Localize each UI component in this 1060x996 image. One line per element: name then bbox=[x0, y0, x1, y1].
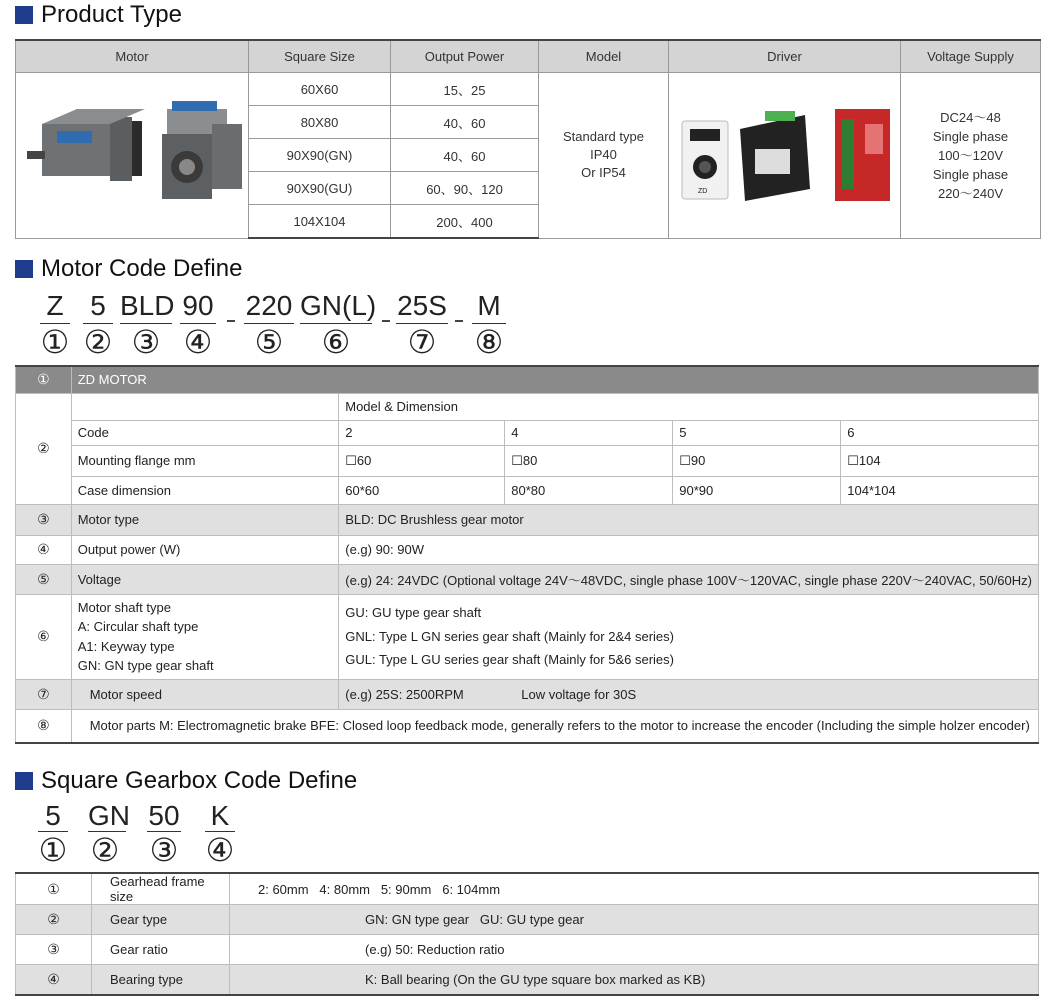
row-value: K: Ball bearing (On the GU type square box marked as KB) bbox=[230, 965, 1039, 996]
case-value: 60*60 bbox=[339, 476, 505, 504]
code-part: M bbox=[477, 290, 501, 321]
driver-image bbox=[670, 79, 899, 229]
product-type-table bbox=[15, 39, 1041, 239]
code-part: 220 bbox=[245, 290, 293, 321]
code-value: 5 bbox=[673, 420, 841, 445]
row-label: Voltage bbox=[71, 564, 339, 594]
col-model: Model bbox=[539, 40, 669, 73]
model-cell: Standard type IP40 Or IP54 bbox=[539, 73, 669, 239]
case-value: 90*90 bbox=[673, 476, 841, 504]
code-value: 6 bbox=[841, 420, 1039, 445]
code-number: ⑦ bbox=[407, 324, 437, 360]
row-value: (e.g) 25S: 2500RPM Low voltage for 30S bbox=[339, 679, 1039, 709]
code-label: Code bbox=[71, 420, 339, 445]
code-value: 4 bbox=[505, 420, 673, 445]
size-cell: 104X104 bbox=[249, 205, 391, 239]
size-cell: 90X90(GN) bbox=[249, 139, 391, 172]
flange-value: ☐90 bbox=[673, 445, 841, 476]
row-num: ⑤ bbox=[16, 564, 72, 594]
row-text: ZD MOTOR bbox=[71, 366, 1038, 393]
code-number: ⑧ bbox=[474, 324, 504, 360]
row-text: Motor parts M: Electromagnetic brake BFE: Closed loop feedback mode, generally refers to the motor to increase the encoder (Including the simple holzer encoder) bbox=[71, 709, 1038, 743]
row-label: Output power (W) bbox=[71, 535, 339, 564]
title-square-icon bbox=[15, 260, 33, 278]
code-number: ② bbox=[83, 324, 113, 360]
gearbox-code-table bbox=[15, 872, 1039, 996]
code-part: BLD bbox=[120, 290, 175, 321]
section-title-gearbox-code: Square Gearbox Code Define bbox=[15, 768, 357, 794]
power-cell: 15、25 bbox=[391, 73, 539, 106]
row-value: (e.g) 50: Reduction ratio bbox=[230, 935, 1039, 965]
row-num: ② bbox=[16, 905, 92, 935]
row-value: (e.g) 90: 90W bbox=[339, 535, 1039, 564]
code-number: ② bbox=[90, 832, 120, 868]
row-num: ② bbox=[16, 393, 72, 504]
row-num: ⑦ bbox=[16, 679, 72, 709]
row-value: 2: 60mm 4: 80mm 5: 90mm 6: 104mm bbox=[230, 873, 1039, 905]
col-motor: Motor bbox=[16, 40, 249, 73]
code-part: 50 bbox=[148, 800, 180, 831]
power-cell: 60、90、120 bbox=[391, 172, 539, 205]
empty-cell bbox=[71, 393, 339, 420]
row-num: ⑧ bbox=[16, 709, 72, 743]
section-title-motor-code: Motor Code Define bbox=[15, 256, 242, 282]
row-label: Gear type bbox=[92, 905, 230, 935]
shaft-labels: Motor shaft type A: Circular shaft type A1: Keyway type GN: GN type gear shaft bbox=[71, 594, 339, 679]
row-num: ③ bbox=[16, 504, 72, 535]
square-icon: ☐ bbox=[511, 452, 523, 468]
code-number: ① bbox=[40, 324, 70, 360]
size-cell: 80X80 bbox=[249, 106, 391, 139]
row-label: Bearing type bbox=[92, 965, 230, 996]
row-value: BLD: DC Brushless gear motor bbox=[339, 504, 1039, 535]
voltage-cell: DC24～48 Single phase 100～120V Single phase 220～240V bbox=[901, 73, 1041, 239]
col-voltage: Voltage Supply bbox=[901, 40, 1041, 73]
case-value: 80*80 bbox=[505, 476, 673, 504]
flange-value: ☐104 bbox=[841, 445, 1039, 476]
code-part: 90 bbox=[182, 290, 214, 321]
row-num: ④ bbox=[16, 535, 72, 564]
col-driver: Driver bbox=[669, 40, 901, 73]
code-number: ⑥ bbox=[321, 324, 351, 360]
col-output-power: Output Power bbox=[391, 40, 539, 73]
row-num: ④ bbox=[16, 965, 92, 996]
code-dash bbox=[227, 320, 235, 322]
row-num: ① bbox=[16, 873, 92, 905]
square-icon: ☐ bbox=[345, 452, 357, 468]
row-label: Gearhead frame size bbox=[92, 873, 230, 905]
code-number: ④ bbox=[205, 832, 235, 868]
square-icon: ☐ bbox=[679, 452, 691, 468]
size-cell: 60X60 bbox=[249, 73, 391, 106]
code-number: ③ bbox=[149, 832, 179, 868]
motor-code-table bbox=[15, 365, 1039, 744]
code-number: ① bbox=[38, 832, 68, 868]
code-part: GN bbox=[88, 800, 130, 831]
row-label: Gear ratio bbox=[92, 935, 230, 965]
flange-value: ☐60 bbox=[339, 445, 505, 476]
motor-image-cell bbox=[16, 73, 249, 239]
case-label: Case dimension bbox=[71, 476, 339, 504]
power-cell: 40、60 bbox=[391, 106, 539, 139]
shaft-values: GU: GU type gear shaft GNL: Type L GN series gear shaft (Mainly for 2&4 series) GUL: Type L GU series gear shaft (Mainly for 5&6 series) bbox=[339, 594, 1039, 679]
code-dash bbox=[455, 320, 463, 322]
code-dash bbox=[382, 320, 390, 322]
row-num: ③ bbox=[16, 935, 92, 965]
svg-text:ZD: ZD bbox=[698, 187, 708, 195]
row-num: ⑥ bbox=[16, 594, 72, 679]
flange-label: Mounting flange mm bbox=[71, 445, 339, 476]
size-cell: 90X90(GU) bbox=[249, 172, 391, 205]
row-value: GN: GN type gear GU: GU type gear bbox=[230, 905, 1039, 935]
title-square-icon bbox=[15, 6, 33, 24]
power-cell: 40、60 bbox=[391, 139, 539, 172]
section-title-product-type: Product Type bbox=[15, 2, 182, 28]
case-value: 104*104 bbox=[841, 476, 1039, 504]
code-number: ③ bbox=[131, 324, 161, 360]
code-part: 5 bbox=[45, 800, 61, 831]
code-part: K bbox=[210, 800, 230, 831]
dimension-header: Model & Dimension bbox=[339, 393, 1039, 420]
col-square-size: Square Size bbox=[249, 40, 391, 73]
row-label: Motor type bbox=[71, 504, 339, 535]
code-value: 2 bbox=[339, 420, 505, 445]
row-label: Motor speed bbox=[71, 679, 339, 709]
code-part: 5 bbox=[90, 290, 106, 321]
code-part: Z bbox=[46, 290, 64, 321]
power-cell: 200、400 bbox=[391, 205, 539, 239]
driver-image-cell bbox=[669, 73, 901, 239]
code-number: ④ bbox=[183, 324, 213, 360]
square-icon: ☐ bbox=[847, 452, 859, 468]
code-number: ⑤ bbox=[254, 324, 284, 360]
flange-value: ☐80 bbox=[505, 445, 673, 476]
code-part: 25S bbox=[397, 290, 447, 321]
code-part: GN(L) bbox=[300, 290, 377, 321]
row-num: ① bbox=[16, 366, 72, 393]
motor-image bbox=[17, 79, 247, 229]
row-value: (e.g) 24: 24VDC (Optional voltage 24V～48VDC, single phase 100V～120VAC, single phase 220V～240VAC, 50/60Hz) bbox=[339, 564, 1039, 594]
title-square-icon bbox=[15, 772, 33, 790]
